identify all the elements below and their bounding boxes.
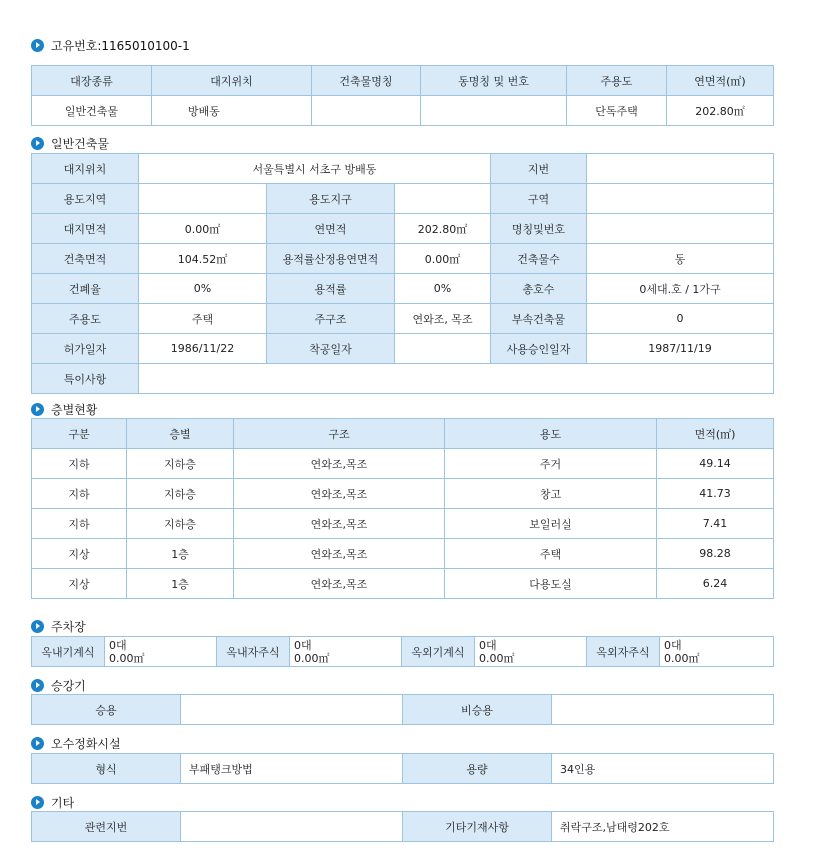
table-row	[32, 569, 774, 599]
elevator-section-heading	[31, 677, 86, 693]
section-bullet-icon	[31, 403, 44, 416]
floor-level: 1층	[127, 539, 234, 569]
total-floor-area-label: 연면적	[267, 214, 395, 244]
floor-use: 다용도실	[445, 569, 657, 599]
parking-count: 0대	[109, 638, 127, 652]
floor-division: 지하	[32, 509, 127, 539]
sewage-table	[31, 753, 774, 784]
permit-date-value: 1986/11/22	[139, 334, 267, 364]
parking-count: 0대	[664, 638, 682, 652]
section-bullet-icon	[31, 737, 44, 750]
area-label: 구역	[491, 184, 587, 214]
summary-cell: 단독주택	[567, 96, 667, 126]
start-date-value	[395, 334, 491, 364]
summary-header: 대지위치	[152, 66, 312, 96]
parking-section-heading	[31, 618, 86, 634]
section-title: 층별현황	[51, 402, 98, 417]
annex-value: 0	[587, 304, 774, 334]
main-use-value: 주택	[139, 304, 267, 334]
table-row	[32, 449, 774, 479]
floor-level: 지하층	[127, 449, 234, 479]
site-area-label: 대지면적	[32, 214, 139, 244]
lot-label: 지번	[491, 154, 587, 184]
table-row	[32, 509, 774, 539]
parking-value	[290, 637, 402, 667]
general-table	[31, 153, 774, 394]
elevator-table	[31, 694, 774, 725]
floors-header: 층별	[127, 419, 234, 449]
section-bullet-icon	[31, 796, 44, 809]
etc-section-heading	[31, 794, 74, 810]
annex-label: 부속건축물	[491, 304, 587, 334]
site-location-label: 대지위치	[32, 154, 139, 184]
summary-header: 주용도	[567, 66, 667, 96]
floor-structure: 연와조,목조	[234, 569, 445, 599]
floor-level: 지하층	[127, 479, 234, 509]
summary-header: 연면적(㎡)	[667, 66, 774, 96]
parking-label: 옥외기계식	[402, 637, 475, 667]
floor-area: 6.24	[657, 569, 774, 599]
registry-number: 고유번호:1165010100-1	[51, 38, 190, 53]
structure-value: 연와조, 목조	[395, 304, 491, 334]
lot-value	[587, 154, 774, 184]
summary-table	[31, 65, 774, 126]
floors-header-row	[32, 419, 774, 449]
floor-area: 49.14	[657, 449, 774, 479]
floors-table	[31, 418, 774, 599]
zone-label: 용도지역	[32, 184, 139, 214]
summary-cell: 방배동	[152, 96, 312, 126]
etc-table	[31, 811, 774, 842]
section-bullet-icon	[31, 679, 44, 692]
section-title: 주차장	[51, 619, 86, 634]
area-value	[587, 184, 774, 214]
sewage-type-label: 형식	[32, 754, 181, 784]
structure-label: 주구조	[267, 304, 395, 334]
floors-label: 건축물수	[491, 244, 587, 274]
emergency-elevator-value	[552, 695, 774, 725]
name-label: 명칭및번호	[491, 214, 587, 244]
floors-header: 구조	[234, 419, 445, 449]
zone-value	[139, 184, 267, 214]
parking-table	[31, 636, 774, 667]
name-value	[587, 214, 774, 244]
floor-use: 주거	[445, 449, 657, 479]
parking-count: 0대	[294, 638, 312, 652]
related-lot-label: 관련지번	[32, 812, 181, 842]
floor-structure: 연와조,목조	[234, 509, 445, 539]
far-value: 0%	[395, 274, 491, 304]
section-title: 승강기	[51, 678, 86, 693]
floors-header: 용도	[445, 419, 657, 449]
section-bullet-icon	[31, 137, 44, 150]
district-value	[395, 184, 491, 214]
floor-level: 1층	[127, 569, 234, 599]
approval-date-label: 사용승인일자	[491, 334, 587, 364]
summary-header: 동명칭 및 번호	[421, 66, 567, 96]
sewage-type-value: 부패탱크방법	[181, 754, 403, 784]
related-lot-value	[181, 812, 403, 842]
remarks-value: 취락구조,남태령202호	[552, 812, 774, 842]
floors-header: 구분	[32, 419, 127, 449]
parking-area: 0.00㎡	[109, 651, 145, 665]
main-use-label: 주용도	[32, 304, 139, 334]
permit-date-label: 허가일자	[32, 334, 139, 364]
passenger-elevator-value	[181, 695, 403, 725]
sewage-capacity-value: 34인용	[552, 754, 774, 784]
district-label: 용도지구	[267, 184, 395, 214]
units-label: 총호수	[491, 274, 587, 304]
parking-area: 0.00㎡	[664, 651, 700, 665]
emergency-elevator-label: 비승용	[403, 695, 552, 725]
sewage-capacity-label: 용량	[403, 754, 552, 784]
passenger-elevator-label: 승용	[32, 695, 181, 725]
parking-label: 옥내자주식	[217, 637, 290, 667]
floors-header: 면적(㎡)	[657, 419, 774, 449]
floor-use: 창고	[445, 479, 657, 509]
parking-count: 0대	[479, 638, 497, 652]
far-label: 용적률	[267, 274, 395, 304]
floor-use: 보일러실	[445, 509, 657, 539]
far-area-value: 0.00㎡	[395, 244, 491, 274]
floor-use: 주택	[445, 539, 657, 569]
approval-date-value: 1987/11/19	[587, 334, 774, 364]
parking-value	[660, 637, 774, 667]
building-area-label: 건축면적	[32, 244, 139, 274]
far-area-label: 용적률산정용연면적	[267, 244, 395, 274]
floors-section-heading	[31, 401, 97, 417]
section-title: 일반건축물	[51, 136, 109, 151]
section-title: 오수정화시설	[51, 736, 121, 751]
start-date-label: 착공일자	[267, 334, 395, 364]
general-section-heading	[31, 135, 109, 151]
floor-division: 지하	[32, 449, 127, 479]
floor-structure: 연와조,목조	[234, 479, 445, 509]
notes-value	[139, 364, 774, 394]
summary-header: 대장종류	[32, 66, 152, 96]
table-row	[32, 539, 774, 569]
units-value: 0세대.호 / 1가구	[587, 274, 774, 304]
floor-structure: 연와조,목조	[234, 539, 445, 569]
section-bullet-icon	[31, 620, 44, 633]
floor-area: 41.73	[657, 479, 774, 509]
sewage-section-heading	[31, 735, 121, 751]
floor-division: 지상	[32, 539, 127, 569]
summary-cell	[312, 96, 421, 126]
section-bullet-icon	[31, 39, 44, 52]
summary-row	[32, 96, 774, 126]
total-floor-area-value: 202.80㎡	[395, 214, 491, 244]
notes-label: 특이사항	[32, 364, 139, 394]
bcr-value: 0%	[139, 274, 267, 304]
summary-cell: 일반건축물	[32, 96, 152, 126]
floor-level: 지하층	[127, 509, 234, 539]
parking-area: 0.00㎡	[294, 651, 330, 665]
site-location-value: 서울특별시 서초구 방배동	[139, 154, 491, 184]
summary-cell: 202.80㎡	[667, 96, 774, 126]
site-area-value: 0.00㎡	[139, 214, 267, 244]
parking-value	[105, 637, 217, 667]
registry-number-header	[31, 37, 190, 53]
summary-header-row	[32, 66, 774, 96]
floor-area: 7.41	[657, 509, 774, 539]
table-row	[32, 479, 774, 509]
building-area-value: 104.52㎡	[139, 244, 267, 274]
floor-division: 지상	[32, 569, 127, 599]
floor-area: 98.28	[657, 539, 774, 569]
parking-area: 0.00㎡	[479, 651, 515, 665]
parking-label: 옥내기계식	[32, 637, 105, 667]
bcr-label: 건폐율	[32, 274, 139, 304]
parking-label: 옥외자주식	[587, 637, 660, 667]
floor-division: 지하	[32, 479, 127, 509]
floors-value: 동	[587, 244, 774, 274]
summary-header: 건축물명칭	[312, 66, 421, 96]
summary-cell	[421, 96, 567, 126]
parking-value	[475, 637, 587, 667]
remarks-label: 기타기재사항	[403, 812, 552, 842]
floor-structure: 연와조,목조	[234, 449, 445, 479]
section-title: 기타	[51, 795, 75, 810]
